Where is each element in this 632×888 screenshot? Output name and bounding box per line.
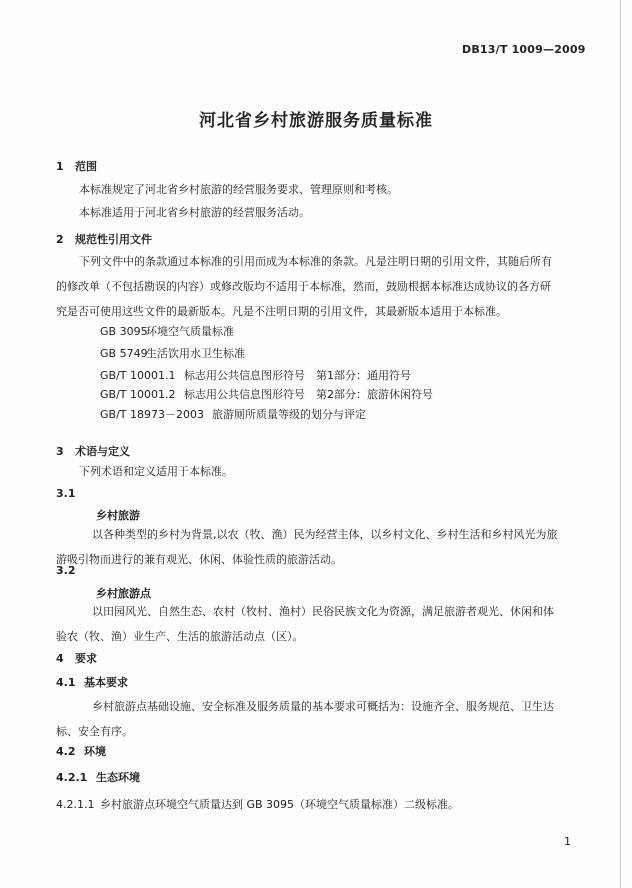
- section-4-heading: [56, 650, 97, 666]
- paragraph: 下列术语和定义适用于本标准。: [79, 465, 233, 478]
- clause-4-2-1-1: [56, 796, 459, 812]
- text-line: 究是否可使用这些文件的最新版本。凡是不注明日期的引用文件，其最新版本适用于本标准。: [56, 305, 507, 318]
- reference-title: 标志用公共信息图形符号 第1部分：通用符号: [184, 369, 411, 382]
- section-4-2-1-heading: [56, 769, 140, 785]
- page-number: 1: [564, 835, 571, 848]
- section-title: 规范性引用文件: [75, 233, 152, 246]
- section-2-intro: [56, 249, 576, 324]
- section-4-1-heading: [56, 674, 128, 690]
- section-3-heading: [56, 443, 130, 459]
- reference-item: [100, 345, 245, 361]
- section-title: 范围: [75, 160, 97, 173]
- paragraph: 本标准适用于河北省乡村旅游的经营服务活动。: [79, 206, 310, 219]
- paragraph: 本标准规定了河北省乡村旅游的经营服务要求、管理原则和考核。: [79, 183, 398, 196]
- text-line: 下列文件中的条款通过本标准的引用而成为本标准的条款。凡是注明日期的引用文件，其随后所有: [79, 255, 552, 268]
- document-title: 河北省乡村旅游服务质量标准: [199, 111, 433, 131]
- section-number: 2: [56, 233, 64, 246]
- reference-title: 标志用公共信息图形符号 第2部分：旅游休闲符号: [184, 388, 433, 401]
- section-number: 4.1: [56, 676, 76, 689]
- text-line: 游吸引物而进行的兼有观光、休闲、体验性质的旅游活动。: [56, 553, 342, 566]
- section-4-1-text: [56, 694, 576, 744]
- reference-code: GB/T 10001.1: [100, 369, 176, 382]
- clause-text: 乡村旅游点环境空气质量达到 GB 3095（环境空气质量标准）二级标准。: [100, 798, 460, 811]
- text-line: 验农（牧、渔）业生产、生活的旅游活动点（区）。: [56, 630, 304, 643]
- reference-item: [100, 323, 234, 339]
- reference-item: [100, 386, 433, 402]
- section-title: 生态环境: [96, 771, 140, 784]
- section-number: 4.2: [56, 745, 76, 758]
- reference-code: GB/T 10001.2: [100, 388, 176, 401]
- term-definition: [56, 522, 576, 572]
- section-number: 3: [56, 445, 64, 458]
- section-title: 要求: [75, 652, 97, 665]
- section-title: 环境: [84, 745, 106, 758]
- section-title: 基本要求: [84, 676, 128, 689]
- term-name: 乡村旅游点: [96, 587, 151, 600]
- page-edge-rule: [620, 0, 621, 888]
- text-line: 以各种类型的乡村为背景,以农（牧、渔）民为经营主体，以乡村文化、乡村生活和乡村风光为旅: [92, 528, 558, 541]
- clause-number: 4.2.1.1: [56, 798, 95, 811]
- term-name: 乡村旅游: [96, 509, 140, 522]
- section-title: 术语与定义: [75, 445, 130, 458]
- reference-title: 旅游厕所质量等级的划分与评定: [212, 408, 366, 421]
- text-line: 的修改单（不包括勘误的内容）或修改版均不适用于本标准，然而，鼓励根据本标准达成协议的各方研: [56, 280, 551, 293]
- section-4-2-heading: [56, 743, 106, 759]
- text-line: 标、安全有序。: [56, 725, 133, 738]
- section-number: 1: [56, 160, 64, 173]
- term-number: 3.1: [56, 487, 76, 500]
- reference-code: GB/T 18973－2003: [100, 408, 204, 421]
- reference-item: [100, 406, 366, 422]
- standard-code: DB13/T 1009—2009: [462, 43, 586, 56]
- reference-title: 环境空气质量标准: [146, 325, 234, 338]
- section-1-heading: [56, 158, 97, 174]
- section-number: 4.2.1: [56, 771, 88, 784]
- text-line: 乡村旅游点基础设施、安全标准及服务质量的基本要求可概括为：设施齐全、服务规范、卫生达: [92, 700, 554, 713]
- reference-item: [100, 367, 411, 383]
- reference-code: GB 3095: [100, 325, 148, 338]
- term-number: 3.2: [56, 564, 76, 577]
- term-definition: [56, 599, 576, 649]
- section-2-heading: [56, 231, 152, 247]
- section-number: 4: [56, 652, 64, 665]
- reference-code: GB 5749: [100, 347, 148, 360]
- reference-title: 生活饮用水卫生标准: [146, 347, 245, 360]
- text-line: 以田园风光、自然生态、农村（牧村、渔村）民俗民族文化为资源，满足旅游者观光、休闲和体: [92, 605, 554, 618]
